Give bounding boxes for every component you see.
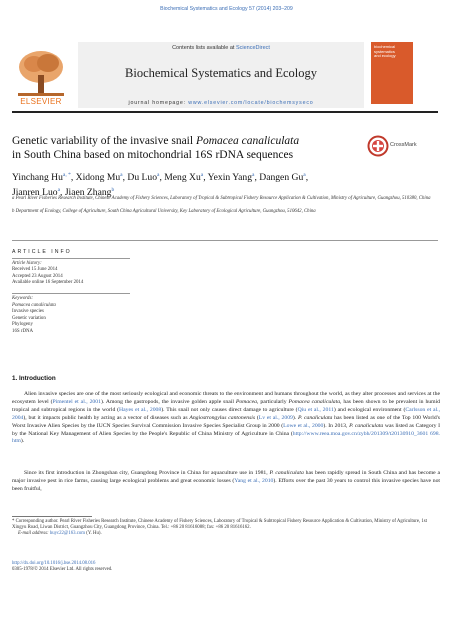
history-online: Available online 16 September 2014	[12, 280, 84, 285]
journal-title: Biochemical Systematics and Ecology	[125, 66, 317, 80]
citation-link[interactable]: Hayes et al., 2008	[119, 406, 162, 413]
email-link[interactable]: huyc22@163.com	[49, 531, 86, 537]
keyword: 16S rDNA	[12, 328, 34, 334]
article-info-rule	[12, 258, 130, 259]
history-label: Article history:	[12, 261, 42, 266]
crossmark-label[interactable]: CrossMark	[390, 142, 417, 148]
citation-link[interactable]: Pimentel et al., 2001	[52, 398, 101, 405]
citation-link[interactable]: Yang et al., 2010	[234, 477, 274, 484]
author[interactable]: Jianren Luo$^a$	[12, 187, 61, 199]
sciencedirect-link[interactable]: ScienceDirect	[235, 45, 270, 51]
contents-available: Contents lists available at ScienceDirect	[172, 45, 270, 51]
affiliation-a: a Pearl River Fisheries Research Institute, Chinese Academy of Fishery Sciences, Laboratory of Tropical & Subtropical Fishery Resource Application & Cultivation, Ministry of Agriculture, Guangzhou, 510380, China	[12, 196, 431, 201]
citation-link[interactable]: Qiu et al., 2011	[297, 406, 334, 413]
author[interactable]: Meng Xu$^a$	[164, 172, 204, 184]
author[interactable]: Yinchang $Hu^{a, *}$	[12, 172, 71, 184]
citation-link[interactable]: Lv et al., 2009	[258, 414, 293, 421]
citation-link[interactable]: Lowe et al., 2000	[283, 422, 324, 429]
corresponding-author-note: * Corresponding author. Pearl River Fisheries Research Institute, Chinese Academy of Fishery Sciences, Laboratory of Tropical & Subtropical Fishery Resource Application & Cultivation, Ministry of Agriculture, 1st Xingyu Road, Liwan District, Guangzhou City, Guangdong Province, China. Tel.: +86 20 81616088; fax: +86 20 81616162. E-mail address: huyc22@163.com (Y. Hu).	[12, 519, 427, 537]
author-list: Yinchang $Hu^{a, *}$, Xidong Mu$^a$, Du Luo$^a$, Meng Xu$^a$, Yexin Yang$^a$, Dangen Gu$^a$, Jianren Luo$^a$, Jiaen Zhang$^b$	[12, 172, 309, 199]
homepage-link[interactable]: www.elsevier.com/locate/biochemsyseco	[188, 100, 314, 106]
keyword: Genetic variation	[12, 315, 46, 321]
article-info-heading: ARTICLE INFO	[12, 249, 72, 255]
publisher-name: ELSEVIER	[20, 97, 62, 106]
keyword: Pomacea canaliculata	[12, 302, 56, 308]
keywords-label: Keywords:	[12, 296, 34, 301]
keyword: Invasive species	[12, 309, 44, 314]
affiliation-rule	[12, 240, 438, 241]
author[interactable]: Yexin Yang$^a$	[207, 172, 255, 184]
footnote-rule	[12, 516, 92, 517]
intro-paragraph-1: Alien invasive species are one of the most seriously ecological and economic threats to the environment and humans throughout the world, as they alter processes and services at the ecosystem level (Pimentel et al., 2001). Among the gastropods, the invasive golden apple snail Pomacea, particularly Pomacea canaliculata, has been shown to be prevalent in humid tropical and subtropical regions in the world (Hayes et al., 2008). This snail not only causes direct damage to agriculture (Qiu et al., 2011) and ecological environment (Carlsson et al., 2004), but it impacts public health by acting as a vector of diseases such as Angiostrongylus cantonensis (Lv et al., 2009). P. canaliculata has been listed as one of the Top 100 World's Worst Invasive Alien Species by the IUCN Species Survival Commission Invasive Species Specialist Group in 2000 (Lowe et al., 2000). In 2013, P. canaliculata was listed as Category I by the National Key Management of Alien Species by the People's Republic of China Ministry of Agriculture in China (http://www.reea.moa.gov.cn/zybh/201309/t20130910_3601 698. htm).	[12, 391, 440, 445]
keywords-rule	[12, 293, 130, 294]
author[interactable]: Du Luo$^a$	[127, 172, 160, 184]
author[interactable]: Dangen Gu$^a$	[259, 172, 306, 184]
elsevier-tree-logo	[12, 44, 70, 102]
crossmark-icon[interactable]	[367, 135, 389, 157]
journal-homepage: journal homepage: www.elsevier.com/locate/biochemsyseco	[128, 100, 314, 106]
affiliation-b: b Department of Ecology, College of Agriculture, South China Agricultural University, Key Laboratory of Ecological Agriculture, Guangzhou, 510642, China	[12, 209, 316, 214]
introduction-heading: 1. Introduction	[12, 375, 56, 382]
citation-link[interactable]: Carlsson et al., 2004	[12, 406, 440, 421]
intro-paragraph-2: Since its first introduction in Zhongshan city, Guangdong Province in China for aquaculture use in 1981, P. canaliculata has been rapidly spread in South China and has become a major invasive pest in rice farms, causing large ecological problems and great economic losses (Yang et al., 2010). Efforts over the past 30 years to control this invasive species have not been fruitful,	[12, 470, 440, 492]
issn-copyright: 0305-1978/© 2014 Elsevier Ltd. All rights reserved.	[12, 567, 113, 572]
journal-reference[interactable]: Biochemical Systematics and Ecology 57 (2014) 203–209	[160, 6, 293, 12]
header-rule	[12, 111, 438, 113]
history-received: Received 15 June 2014	[12, 267, 58, 272]
author[interactable]: Jiaen Zhang$^b$	[64, 187, 115, 199]
author[interactable]: Xidong Mu$^a$	[75, 172, 123, 184]
doi-link[interactable]: http://dx.doi.org/10.1016/j.bse.2014.08.016	[12, 561, 96, 566]
cover-title: biochemical systematics and ecology	[374, 44, 396, 59]
keyword: Phylogeny	[12, 322, 33, 327]
article-title: Genetic variability of the invasive snail Pomacea canaliculata in South China based on mitochondrial 16S rDNA sequences	[12, 135, 300, 161]
history-accepted: Accepted 23 August 2014	[12, 273, 63, 279]
url-link[interactable]: http://www.reea.moa.gov.cn/zybh/201309/t20130910_3601 698. htm	[12, 430, 440, 445]
